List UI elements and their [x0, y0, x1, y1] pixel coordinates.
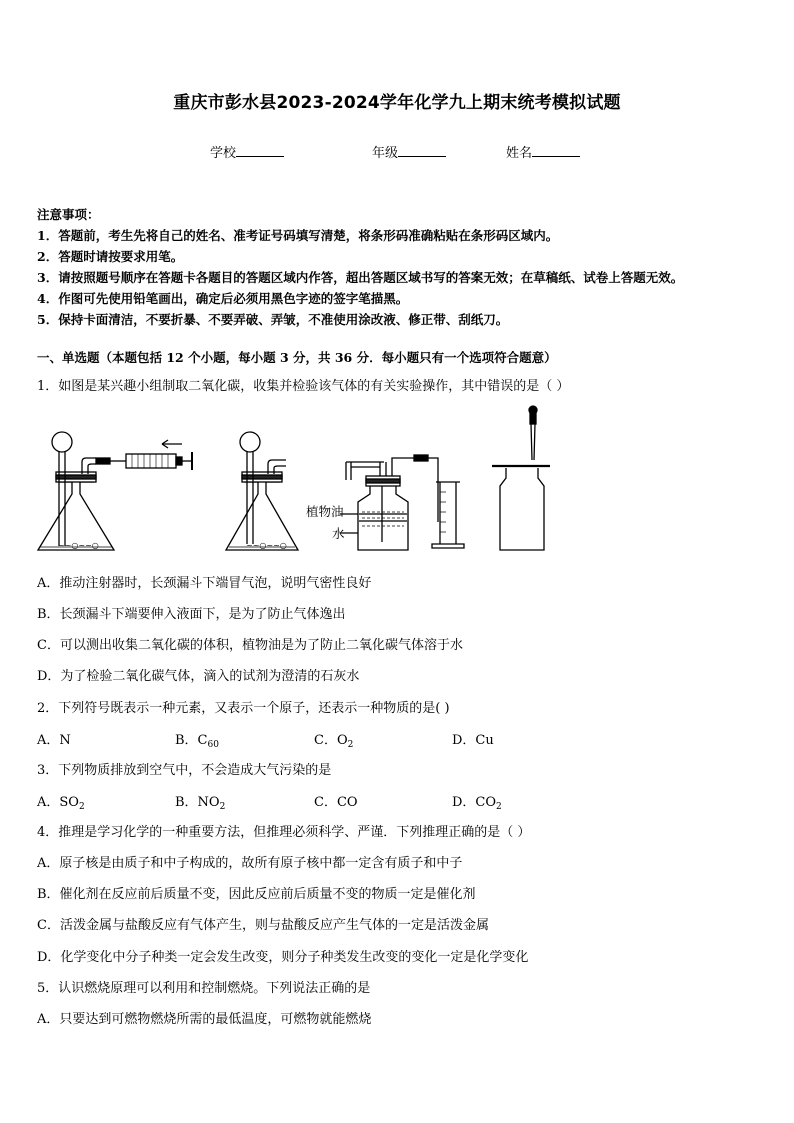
q2-option-d: D．Cu	[452, 733, 494, 748]
q3-option-b: B．$NO_2$	[175, 795, 226, 812]
water-label: 水	[332, 526, 345, 541]
gas-collection-bottle	[340, 455, 438, 550]
erlenmeyer-flask-2	[226, 432, 298, 550]
svg-text:~~○~~○: ~~○~~○	[246, 541, 287, 550]
q4-option-d: D．化学变化中分子种类一定会发生改变，则分子种类发生改变的变化一定是化学变化	[37, 950, 529, 965]
q2-option-c: C．$O_2$	[314, 733, 354, 750]
grade-label: 年级	[372, 146, 399, 161]
q1-option-d: D．为了检验二氧化碳气体，滴入的试剂为澄清的石灰水	[37, 669, 360, 684]
svg-text:~~○~~○: ~~○~~○	[58, 541, 99, 550]
grade-field	[372, 142, 446, 161]
q1-stem: 1．如图是某兴趣小组制取二氧化碳，收集并检验该气体的有关实验操作，其中错误的是（ ）	[37, 379, 570, 394]
school-field	[210, 142, 284, 161]
school-blank	[236, 144, 284, 157]
q4-option-c: C．活泼金属与盐酸反应有气体产生，则与盐酸反应产生气体的一定是活泼金属	[37, 918, 489, 933]
name-field	[506, 142, 580, 161]
q4-option-b: B．催化剂在反应前后质量不变，因此反应前后质量不变的物质一定是催化剂	[37, 887, 476, 902]
q4-option-a: A．原子核是由质子和中子构成的，故所有原子核中都一定含有质子和中子	[37, 856, 463, 871]
erlenmeyer-flask-1	[38, 472, 114, 550]
exam-title: 重庆市彭水县2023-2024学年化学九上期末统考模拟试题	[173, 93, 621, 113]
school-label: 学校	[210, 146, 237, 161]
q1-option-c: C．可以测出收集二氧化碳的体积，植物油是为了防止二氧化碳气体溶于水	[37, 638, 463, 653]
note-item: 1．答题前，考生先将自己的姓名、准考证号码填写清楚，将条形码准确粘贴在条形码区域内。	[37, 228, 559, 243]
q1-option-a: A．推动注射器时，长颈漏斗下端冒气泡，说明气密性良好	[37, 576, 372, 591]
grade-blank	[398, 144, 446, 157]
q3-option-a: A．$SO_2$	[37, 795, 85, 812]
q1-option-b: B．长颈漏斗下端要伸入液面下，是为了防止气体逸出	[37, 607, 346, 622]
name-blank	[532, 144, 580, 157]
q5-stem: 5．认识燃烧原理可以利用和控制燃烧。下列说法正确的是	[37, 981, 371, 996]
syringe	[82, 440, 192, 474]
q1-apparatus-figure	[36, 402, 566, 558]
name-label: 姓名	[506, 146, 533, 161]
q2-option-a: A．N	[37, 733, 71, 748]
long-neck-funnel-1	[52, 432, 72, 546]
q3-option-c: C．CO	[314, 795, 358, 810]
q2-stem: 2．下列符号既表示一种元素，又表示一个原子，还表示一种物质的是( )	[37, 701, 450, 716]
note-item: 4．作图可先使用铅笔画出，确定后必须用黑色字迹的签字笔描黑。	[37, 291, 409, 306]
graduated-cylinder	[432, 482, 464, 548]
q2-option-b: B．$C_{60}$	[175, 733, 219, 750]
section-heading: 一、单选题（本题包括 12 个小题，每小题 3 分，共 36 分．每小题只有一个选项符合题意）	[37, 350, 557, 365]
note-item: 5．保持卡面清洁，不要折暴、不要弄破、弄皱，不准使用涂改液、修正带、刮纸刀。	[37, 312, 509, 327]
note-item: 3．请按照题号顺序在答题卡各题目的答题区域内作答，超出答题区域书写的答案无效；在草稿纸、试卷上答题无效。	[37, 270, 684, 285]
note-item: 2．答题时请按要求用笔。	[37, 249, 184, 264]
notes-heading: 注意事项：	[37, 207, 100, 222]
dropper-bottle	[492, 406, 550, 550]
oil-label: 植物油	[306, 504, 344, 519]
q4-stem: 4．推理是学习化学的一种重要方法，但推理必须科学、严谨．下列推理正确的是（ ）	[37, 825, 531, 840]
q5-option-a: A．只要达到可燃物燃烧所需的最低温度，可燃物就能燃烧	[37, 1012, 372, 1027]
q3-option-d: D．$CO_2$	[452, 795, 502, 812]
q3-stem: 3．下列物质排放到空气中，不会造成大气污染的是	[37, 763, 332, 778]
